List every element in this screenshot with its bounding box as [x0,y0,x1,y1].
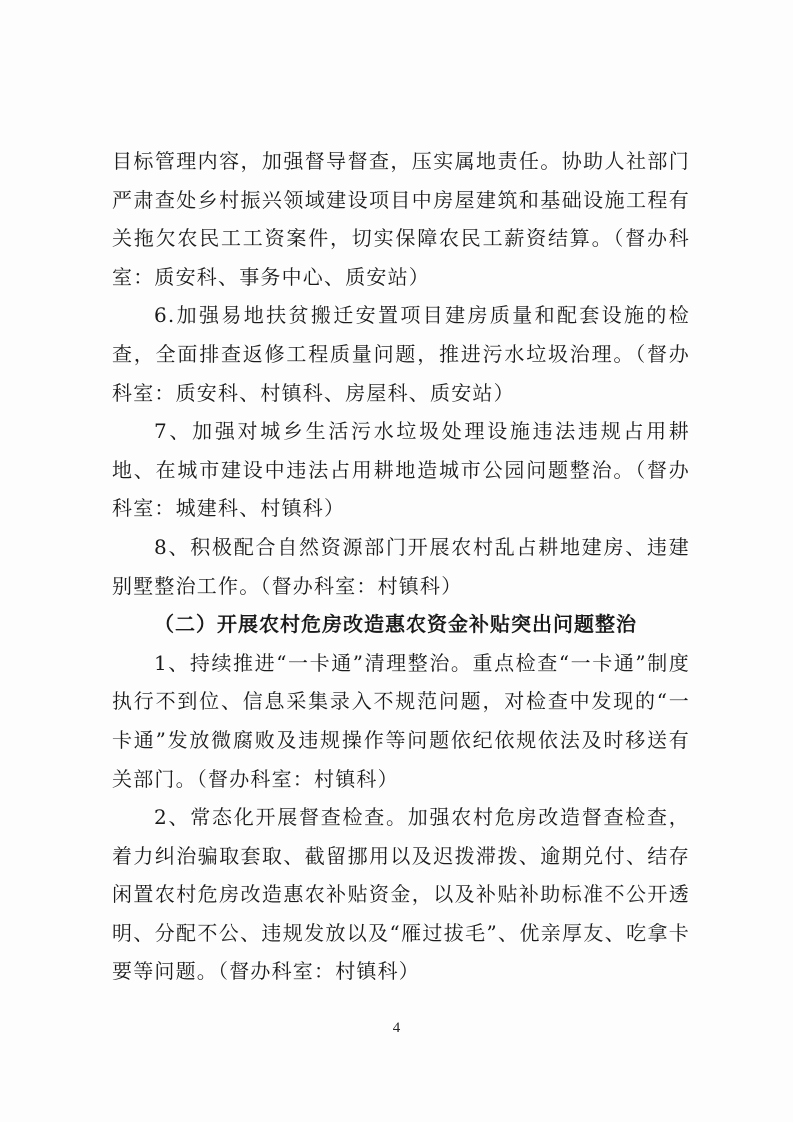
page-number: 4 [392,1020,401,1036]
section-heading: （二）开展农村危房改造惠农资金补贴突出问题整治 [154,612,637,637]
paragraph-item-6: 6.加强易地扶贫搬迁安置项目建房质量和配套设施的检查，全面排查返修工程质量问题，推进污水垃圾治理。（督办科室：质安科、村镇科、房屋科、质安站） [112,303,690,405]
paragraph-item-1: 1、持续推进“一卡通”清理整治。重点检查“一卡通”制度执行不到位、信息采集录入不规范问题，对检查中发现的“一卡通”发放微腐败及违规操作等问题依纪依规依法及时移送有关部门。（督办科室：村镇科） [112,650,690,791]
paragraph-item-8: 8、积极配合自然资源部门开展农村乱占耕地建房、违建别墅整治工作。（督办科室：村镇科） [112,534,690,598]
paragraph-item-7: 7、加强对城乡生活污水垃圾处理设施违法违规占用耕地、在城市建设中违法占用耕地造城市公园问题整治。（督办科室：城建科、村镇科） [112,419,690,521]
document-body [112,142,690,991]
paragraph-item-2: 2、常态化开展督查检查。加强农村危房改造督查检查，着力纠治骗取套取、截留挪用以及迟拨滞拨、逾期兑付、结存闲置农村危房改造惠农补贴资金，以及补贴补助标准不公开透明、分配不公、违规发放以及“雁过拔毛”、优亲厚友、吃拿卡要等问题。（督办科室：村镇科） [112,805,690,984]
paragraph-continuation: 目标管理内容，加强督导督查，压实属地责任。协助人社部门严肃查处乡村振兴领域建设项目中房屋建筑和基础设施工程有关拖欠农民工工资案件，切实保障农民工薪资结算。（督办科室：质安科、事务中心、质安站） [112,149,690,289]
